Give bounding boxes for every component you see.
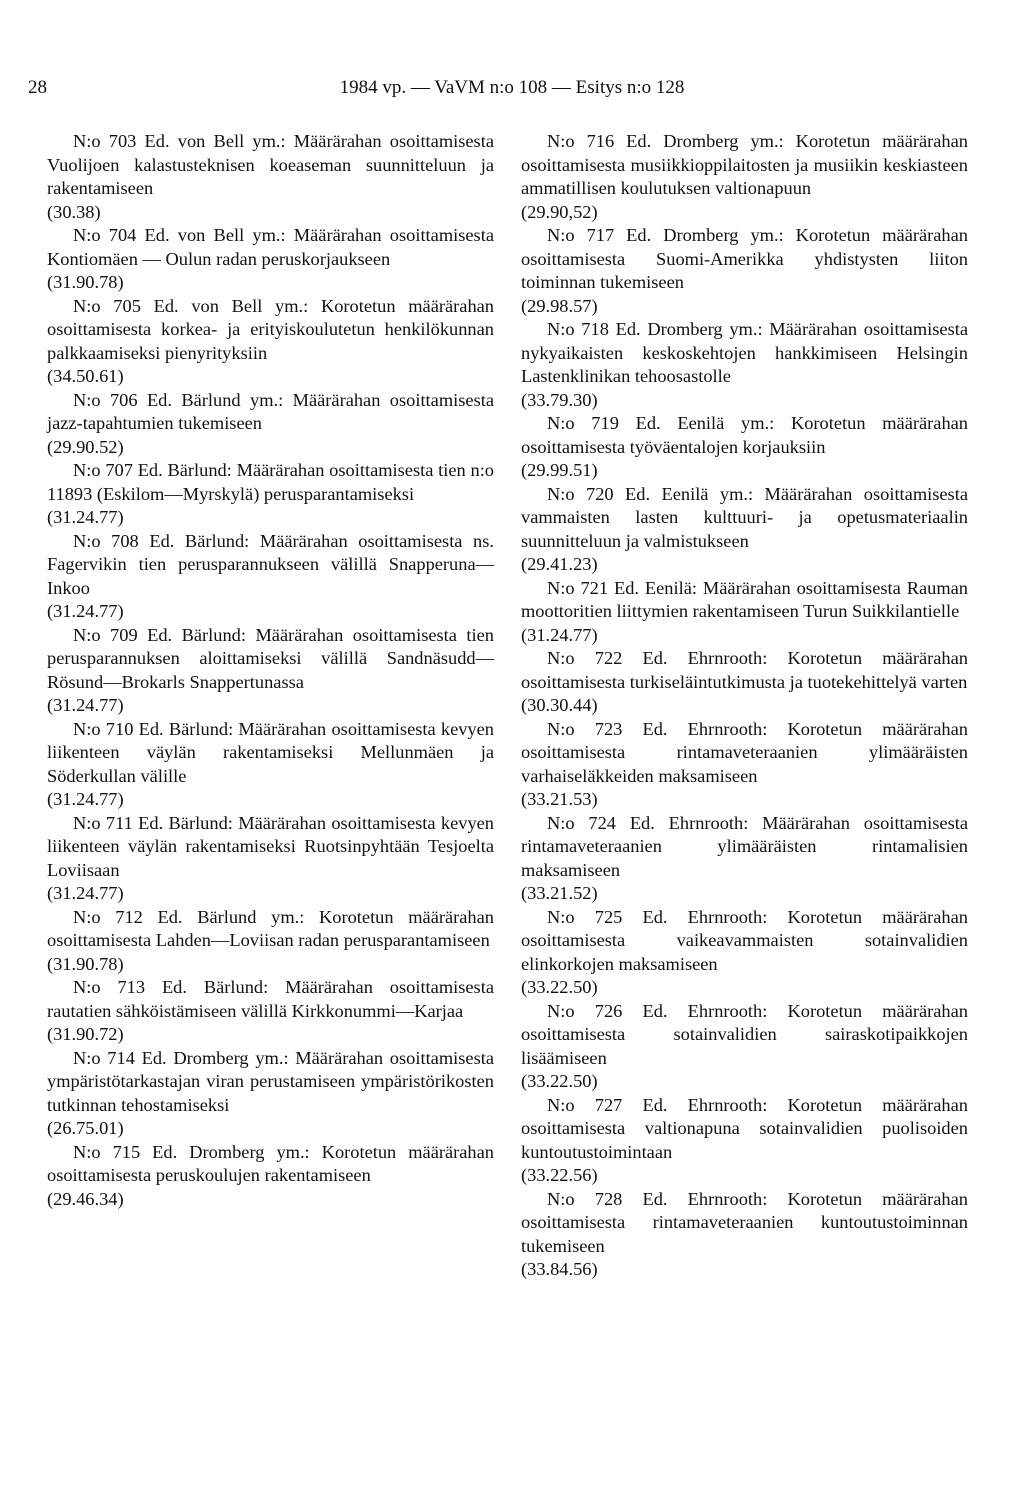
budget-code: (33.22.50) [521,977,598,997]
budget-code: (31.24.77) [47,883,124,903]
budget-code: (29.98.57) [521,295,598,316]
motion-entry [47,906,494,977]
motion-text: N:o 712 Ed. Bärlund ym.: Korotetun määrärahan osoittamisesta Lahden—Loviisan radan perusparantamiseen [47,906,494,950]
motion-text: N:o 721 Ed. Eenilä: Määrärahan osoittamisesta Rauman moottoritien liittymien rakentamiseen Turun Suikkilantielle [521,577,968,621]
budget-code: (31.24.77) [47,789,124,809]
motion-entry [47,976,494,1047]
budget-code: (29.46.34) [47,1188,124,1209]
budget-code: (31.24.77) [47,601,124,621]
motion-entry [521,224,968,318]
budget-code: (31.90.78) [47,272,124,292]
motion-text: N:o 720 Ed. Eenilä ym.: Määrärahan osoittamisesta vammaisten lasten kulttuuri- ja opetusmateriaalin suunnitteluun ja valmistukseen [521,483,968,551]
motion-text: N:o 706 Ed. Bärlund ym.: Määrärahan osoittamisesta jazz-tapahtumien tukemiseen [47,389,494,433]
motion-entry [521,647,968,718]
motion-entry [521,130,968,224]
motion-entry [521,577,968,648]
motion-text: N:o 727 Ed. Ehrnrooth: Korotetun määrärahan osoittamisesta valtionapuna sotainvalidien puolisoiden kuntoutustoimintaan [521,1094,968,1162]
motion-text: N:o 715 Ed. Dromberg ym.: Korotetun määrärahan osoittamisesta peruskoulujen rakentamiseen [47,1141,494,1185]
budget-code: (33.21.53) [521,789,598,809]
motion-text: N:o 710 Ed. Bärlund: Määrärahan osoittamisesta kevyen liikenteen väylän rakentamiseksi Mellunmäen ja Söderkullan välille [47,718,494,786]
motion-entry [521,1188,968,1282]
budget-code: (29.90.52) [47,436,124,457]
page-number: 28 [28,77,47,98]
motion-text: N:o 704 Ed. von Bell ym.: Määrärahan osoittamisesta Kontiomäen — Oulun radan peruskorjaukseen [47,225,494,269]
motion-text: N:o 713 Ed. Bärlund: Määrärahan osoittamisesta rautatien sähköistämiseen välillä Kirkkonummi—Karjaa [47,977,494,1021]
budget-code: (31.90.78) [47,953,124,974]
budget-code: (29.41.23) [521,554,598,574]
motion-text: N:o 705 Ed. von Bell ym.: Korotetun määrärahan osoittamisesta korkea- ja erityiskoulutetun henkilökunnan palkkaamiseksi pienyrityksiin [47,295,494,363]
motion-entry [47,624,494,718]
motion-entry [47,224,494,295]
page-header [0,74,1024,102]
motion-text: N:o 708 Ed. Bärlund: Määrärahan osoittamisesta ns. Fagervikin tien perusparannukseen välillä Snapperuna—Inkoo [47,530,494,598]
motion-entry [47,1047,494,1141]
motion-text: N:o 728 Ed. Ehrnrooth: Korotetun määrärahan osoittamisesta rintamaveteraanien kuntoutustoiminnan tukemiseen [521,1188,968,1256]
budget-code: (30.38) [47,201,101,222]
budget-code: (33.79.30) [521,389,598,410]
motion-text: N:o 709 Ed. Bärlund: Määrärahan osoittamisesta tien perusparannuksen aloittamiseksi välillä Sandnäsudd—Rösund—Brokarls Snappertunassa [47,624,494,692]
motion-entry [521,412,968,483]
budget-code: (31.24.77) [47,507,124,527]
motion-text: N:o 716 Ed. Dromberg ym.: Korotetun määrärahan osoittamisesta musiikkioppilaitosten ja musiikin keskiasteen ammatillisen koulutuksen valtionapuun [521,131,968,198]
motion-text: N:o 711 Ed. Bärlund: Määrärahan osoittamisesta kevyen liikenteen väylän rakentamiseksi Ruotsinpyhtään Tesjoelta Loviisaan [47,812,494,880]
motion-entry [521,812,968,906]
running-title: 1984 vp. — VaVM n:o 108 — Esitys n:o 128 [339,77,685,98]
budget-code: (33.22.50) [521,1071,598,1091]
motion-text: N:o 723 Ed. Ehrnrooth: Korotetun määrärahan osoittamisesta rintamaveteraanien ylimääräisten varhaiseläkkeiden maksamiseen [521,718,968,786]
budget-code: (29.90,52) [521,201,598,222]
motion-text: N:o 726 Ed. Ehrnrooth: Korotetun määrärahan osoittamisesta sotainvalidien sairaskotipaikkojen lisäämiseen [521,1000,968,1068]
motion-text: N:o 719 Ed. Eenilä ym.: Korotetun määrärahan osoittamisesta työväentalojen korjauksiin [521,413,968,457]
budget-code: (26.75.01) [47,1118,124,1138]
motion-text: N:o 722 Ed. Ehrnrooth: Korotetun määrärahan osoittamisesta turkiseläintutkimusta ja tuotekehittelyä varten [521,648,968,692]
motion-entry [521,318,968,412]
budget-code: (34.50.61) [47,366,124,386]
motion-text: N:o 717 Ed. Dromberg ym.: Korotetun määrärahan osoittamisesta Suomi-Amerikka yhdistysten liiton toiminnan tukemiseen [521,225,968,292]
right-column [521,130,968,1282]
motion-entry [47,812,494,906]
motion-entry [521,718,968,812]
motion-entry [521,483,968,577]
left-column [47,130,494,1211]
motion-entry [47,130,494,224]
motion-entry [47,718,494,812]
motion-entry [521,1000,968,1094]
motion-entry [521,906,968,1000]
budget-code: (33.22.56) [521,1165,598,1185]
budget-code: (29.99.51) [521,460,598,480]
motion-entry [47,1141,494,1212]
motion-entry [521,1094,968,1188]
budget-code: (31.24.77) [521,624,598,645]
motion-entry [47,459,494,530]
motion-entry [47,389,494,460]
budget-code: (33.21.52) [521,883,598,903]
motion-text: N:o 714 Ed. Dromberg ym.: Määrärahan osoittamisesta ympäristötarkastajan viran perustamiseen ympäristörikosten tutkinnan tehostamiseksi [47,1047,494,1115]
motion-entry [47,295,494,389]
motion-entry [47,530,494,624]
budget-code: (31.90.72) [47,1024,124,1044]
budget-code: (30.30.44) [521,695,598,715]
motion-text: N:o 703 Ed. von Bell ym.: Määrärahan osoittamisesta Vuolijoen kalastusteknisen koeaseman suunnitteluun ja rakentamiseen [47,131,494,198]
budget-code: (33.84.56) [521,1259,598,1279]
motion-text: N:o 725 Ed. Ehrnrooth: Korotetun määrärahan osoittamisesta vaikeavammaisten sotainvalidien elinkorkojen maksamiseen [521,906,968,974]
motion-text: N:o 707 Ed. Bärlund: Määrärahan osoittamisesta tien n:o 11893 (Eskilom—Myrskylä) perusparantamiseksi [47,460,494,504]
motion-text: N:o 718 Ed. Dromberg ym.: Määrärahan osoittamisesta nykyaikaisten keskoskehtojen hankkimiseen Helsingin Lastenklinikan tehoosastolle [521,319,968,386]
budget-code: (31.24.77) [47,695,124,715]
motion-text: N:o 724 Ed. Ehrnrooth: Määrärahan osoittamisesta rintamaveteraanien ylimääräisten rintamalisien maksamiseen [521,812,968,880]
